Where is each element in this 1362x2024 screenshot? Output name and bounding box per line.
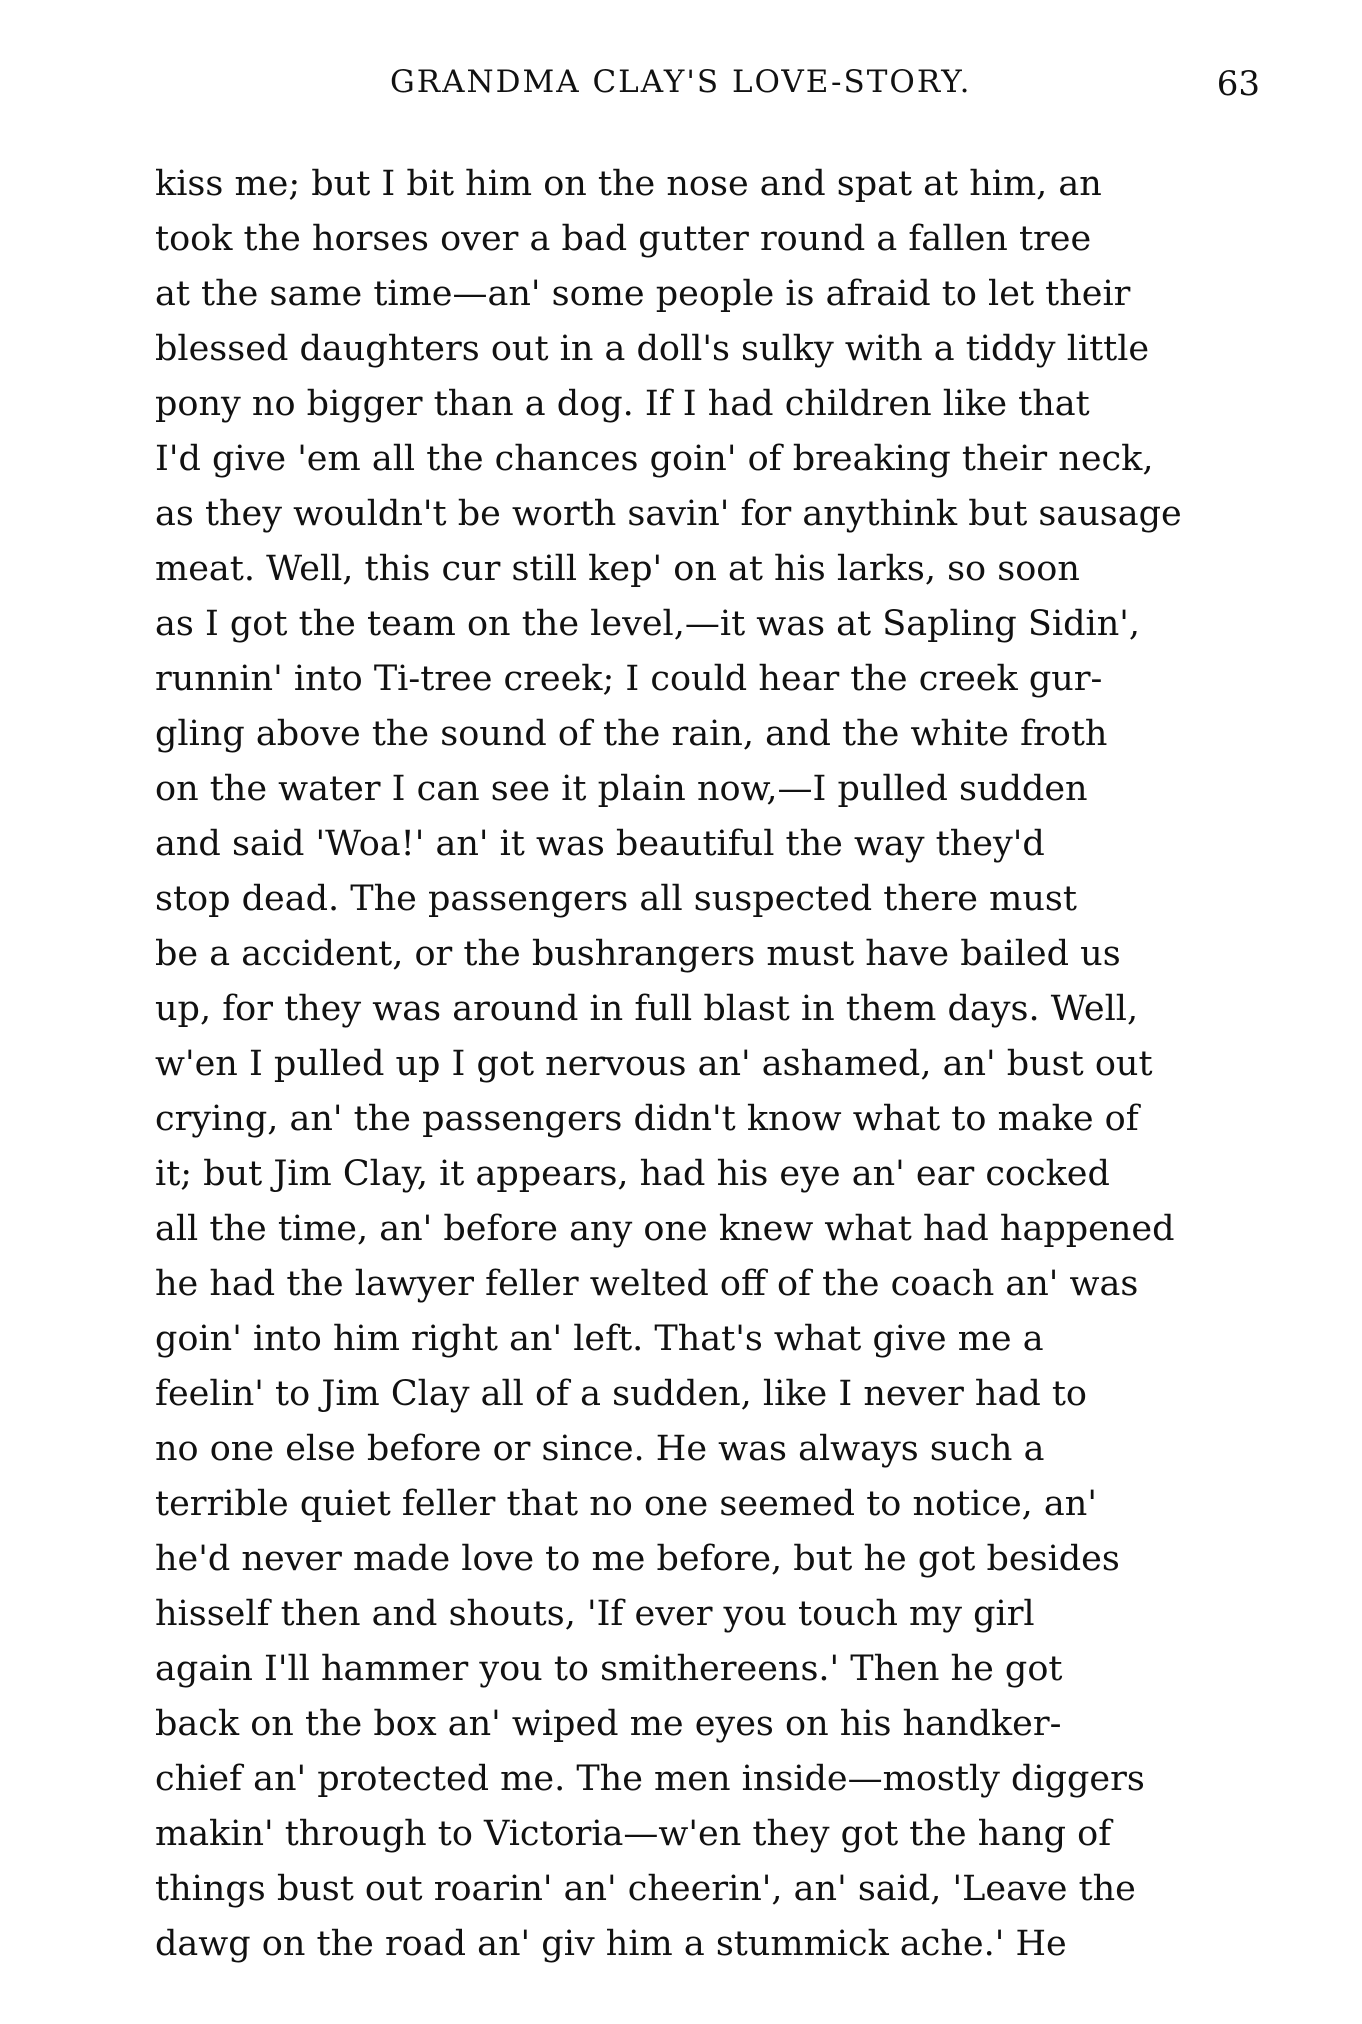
text-line: I'd give 'em all the chances goin' of breaking their neck, bbox=[155, 439, 1154, 479]
text-line: dawg on the road an' giv him a stummick ache.' He bbox=[155, 1924, 1067, 1964]
text-line: chief an' protected me. The men inside—mostly diggers bbox=[155, 1759, 1145, 1799]
text-line: stop dead. The passengers all suspected there must bbox=[155, 879, 1077, 919]
text-line: pony no bigger than a dog. If I had children like that bbox=[155, 384, 1090, 424]
text-line: at the same time—an' some people is afraid to let their bbox=[155, 274, 1131, 314]
body-text bbox=[155, 157, 1260, 1972]
text-line: gling above the sound of the rain, and the white froth bbox=[155, 714, 1108, 754]
text-line: as I got the team on the level,—it was at Sapling Sidin', bbox=[155, 604, 1140, 644]
text-line: kiss me; but I bit him on the nose and spat at him, an bbox=[155, 164, 1102, 204]
text-line: up, for they was around in full blast in them days. Well, bbox=[155, 989, 1139, 1029]
text-line: it; but Jim Clay, it appears, had his eye an' ear cocked bbox=[155, 1154, 1110, 1194]
text-line: as they wouldn't be worth savin' for anythink but sausage bbox=[155, 494, 1182, 534]
text-line: on the water I can see it plain now,—I pulled sudden bbox=[155, 769, 1088, 809]
page-number: 63 bbox=[1216, 64, 1260, 104]
text-line: hisself then and shouts, 'If ever you touch my girl bbox=[155, 1594, 1035, 1634]
running-title: GRANDMA CLAY'S LOVE-STORY. bbox=[390, 64, 972, 100]
text-line: back on the box an' wiped me eyes on his handker- bbox=[155, 1704, 1062, 1744]
text-line: all the time, an' before any one knew what had happened bbox=[155, 1209, 1175, 1249]
text-line: again I'll hammer you to smithereens.' Then he got bbox=[155, 1649, 1063, 1689]
text-line: makin' through to Victoria—w'en they got the hang of bbox=[155, 1814, 1112, 1854]
text-line: runnin' into Ti-tree creek; I could hear the creek gur- bbox=[155, 659, 1103, 699]
text-line: w'en I pulled up I got nervous an' ashamed, an' bust out bbox=[155, 1044, 1153, 1084]
text-line: blessed daughters out in a doll's sulky with a tiddy little bbox=[155, 329, 1150, 369]
text-line: no one else before or since. He was always such a bbox=[155, 1429, 1045, 1469]
text-line: took the horses over a bad gutter round a fallen tree bbox=[155, 219, 1092, 259]
page-header bbox=[150, 64, 1260, 112]
text-line: feelin' to Jim Clay all of a sudden, like I never had to bbox=[155, 1374, 1087, 1414]
text-line: things bust out roarin' an' cheerin', an' said, 'Leave the bbox=[155, 1869, 1136, 1909]
text-line: he had the lawyer feller welted off of the coach an' was bbox=[155, 1264, 1139, 1304]
text-line: he'd never made love to me before, but he got besides bbox=[155, 1539, 1120, 1579]
text-line: be a accident, or the bushrangers must have bailed us bbox=[155, 934, 1121, 974]
text-line: and said 'Woa!' an' it was beautiful the way they'd bbox=[155, 824, 1045, 864]
text-line: meat. Well, this cur still kep' on at his larks, so soon bbox=[155, 549, 1080, 589]
text-line: terrible quiet feller that no one seemed to notice, an' bbox=[155, 1484, 1097, 1524]
text-line: goin' into him right an' left. That's what give me a bbox=[155, 1319, 1044, 1359]
text-line: crying, an' the passengers didn't know what to make of bbox=[155, 1099, 1139, 1139]
